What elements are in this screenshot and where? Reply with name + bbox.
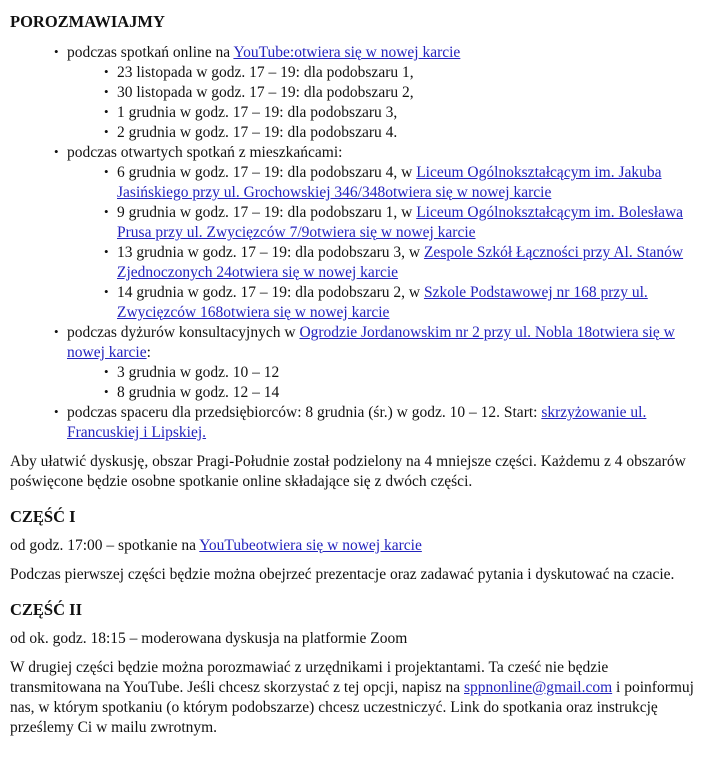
article — [10, 12, 701, 738]
consultation-sessions-list — [67, 363, 701, 403]
list-item-session — [117, 163, 701, 203]
part2-description-paragraph — [10, 658, 701, 738]
list-item-session: • 8 grudnia w godz. 12 – 14 — [117, 383, 701, 403]
consultations-text: podczas dyżurów konsultacyjnych w — [67, 324, 300, 341]
online-sessions-list — [67, 63, 701, 143]
part2-description-pre: W drugiej części będzie można porozmawiać z urzędnikami i projektantami. Ta cześć nie będzie transmitowana na YouTube. Jeśli chcesz skorzystać z tej opcji, napisz na — [10, 659, 609, 696]
youtube-meetings-link[interactable]: YouTube:otwiera się w nowej karcie — [233, 44, 461, 61]
session-text: 6 grudnia w godz. 17 – 19: dla podobszaru 4, w — [117, 164, 417, 181]
part2-heading: CZĘŚĆ II — [10, 600, 82, 619]
list-item-session: • 30 listopada w godz. 17 – 19: dla podobszaru 2, — [117, 83, 701, 103]
intro-paragraph: Aby ułatwić dyskusję, obszar Pragi-Południe został podzielony na 4 mniejsze części. Każdemu z 4 obszarów poświęcone będzie osobne spotkanie online składające się z dwóch części. — [10, 453, 686, 490]
youtube-part1-link[interactable]: YouTubeotwiera się w nowej karcie — [199, 537, 422, 554]
list-item-session: • 3 grudnia w godz. 10 – 12 — [117, 363, 701, 383]
list-item-session: • 23 listopada w godz. 17 – 19: dla podobszaru 1, — [117, 63, 701, 83]
list-item-session — [117, 243, 701, 283]
part1-schedule-text: od godz. 17:00 – spotkanie na — [10, 537, 200, 554]
part2-schedule-paragraph: od ok. godz. 18:15 – moderowana dyskusja na platformie Zoom — [10, 630, 408, 647]
list-item-session — [117, 203, 701, 243]
skrzyzowanie-link[interactable]: skrzyżowanie ul. Francuskiej i Lipskiej. — [67, 404, 647, 441]
list-item-session: • 1 grudnia w godz. 17 – 19: dla podobszaru 3, — [117, 103, 701, 123]
part1-schedule-paragraph — [10, 536, 701, 556]
list-item-session: • 2 grudnia w godz. 17 – 19: dla podobszaru 4. — [117, 123, 701, 143]
part1-heading: CZĘŚĆ I — [10, 507, 76, 526]
part1-description-paragraph: Podczas pierwszej części będzie można obejrzeć prezentacje oraz zadawać pytania i dyskutować na czacie. — [10, 566, 675, 583]
page-title: POROZMAWIAJMY — [10, 12, 165, 31]
part2-description-post: i poinformuj nas, w którym spotkaniu (o którym podobszarze) chcesz uczestniczyć. Link do spotkania oraz instrukcję prześlemy Ci w mailu zwrotnym. — [10, 679, 694, 736]
consultations-suffix: : — [146, 344, 151, 361]
list-item-session — [117, 283, 701, 323]
list-item-walk — [67, 403, 701, 443]
list-item-open-meetings — [67, 143, 701, 323]
open-sessions-list — [67, 163, 701, 323]
liceum-prusa-link[interactable]: Liceum Ogólnokształcącym im. Bolesława Prusa przy ul. Zwycięzców 7/9otwiera się w nowej karcie — [117, 204, 684, 241]
meetings-list — [10, 43, 701, 443]
zespol-szkol-lacznosci-link[interactable]: Zespole Szkół Łączności przy Al. Stanów Zjednoczonych 24otwiera się w nowej karcie — [117, 244, 684, 281]
szkola-podstawowa-168-link[interactable]: Szkole Podstawowej nr 168 przy ul. Zwycięzców 168otwiera się w nowej karcie — [117, 284, 648, 321]
session-text: 13 grudnia w godz. 17 – 19: dla podobszaru 3, w — [117, 244, 424, 261]
open-meetings-text: podczas otwartych spotkań z mieszkańcami: — [67, 144, 343, 161]
email-link[interactable]: sppnonline@gmail.com — [464, 679, 613, 696]
walk-text: podczas spaceru dla przedsiębiorców: 8 grudnia (śr.) w godz. 10 – 12. Start: — [67, 404, 542, 421]
ogrod-jordanowski-link[interactable]: Ogrodzie Jordanowskim nr 2 przy ul. Nobla 18otwiera się w nowej karcie — [67, 324, 675, 361]
session-text: 14 grudnia w godz. 17 – 19: dla podobszaru 2, w — [117, 284, 424, 301]
liceum-jasinskiego-link[interactable]: Liceum Ogólnokształcącym im. Jakuba Jasińskiego przy ul. Grochowskiej 346/348otwiera się w nowej karcie — [117, 164, 662, 201]
list-item-consultations — [67, 323, 701, 403]
session-text: 9 grudnia w godz. 17 – 19: dla podobszaru 1, w — [117, 204, 417, 221]
online-meetings-text: podczas spotkań online na — [67, 44, 234, 61]
list-item-online-meetings — [67, 43, 701, 143]
